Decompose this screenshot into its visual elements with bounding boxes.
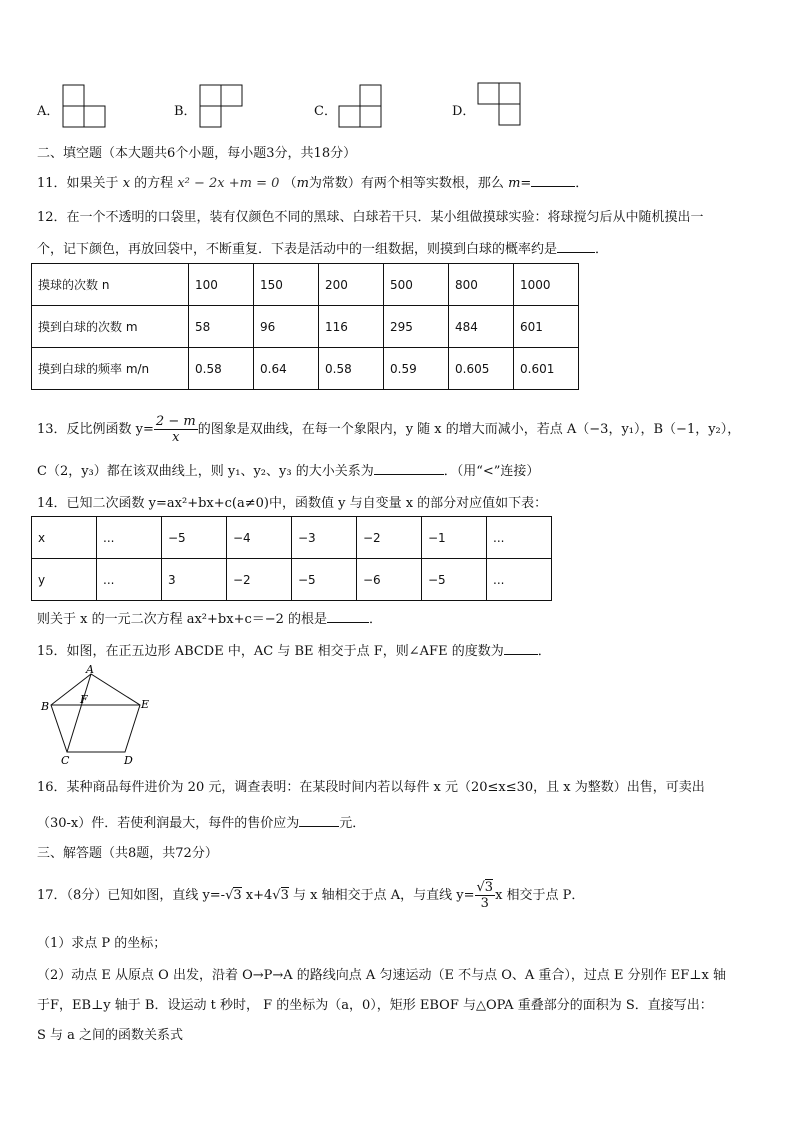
table-cell: ... [97, 517, 162, 559]
table-cell: −4 [227, 517, 292, 559]
question-17-sub2-line2: 于F，EB⊥y 轴于 B．设运动 t 秒时， F 的坐标为（a，0），矩形 EBOF 与△OPA 重叠部分的面积为 S．直接写出： [37, 998, 713, 1013]
option-d [452, 100, 475, 119]
section2-title: 二、填空题（本大题共6个小题，每小题3分，共18分） [37, 146, 357, 161]
table-cell: −2 [227, 559, 292, 601]
q15-text: 15．如图，在正五边形 ABCDE 中，AC 与 BE 相交于点 F，则∠AFE 的度数为 [37, 644, 504, 659]
table-cell: 0.601 [514, 348, 579, 390]
table-cell: 116 [319, 306, 384, 348]
table-cell: 0.58 [189, 348, 254, 390]
q11-equation: x² − 2x +m = 0 [177, 176, 280, 191]
table-cell: 0.64 [254, 348, 319, 390]
question-17-sub1: （1）求点 P 的坐标； [37, 936, 167, 951]
option-c-label: C． [314, 104, 337, 119]
q16-answer-blank [299, 814, 339, 827]
q12-table [31, 263, 579, 390]
label-a: A [86, 663, 94, 676]
table-cell: 1000 [514, 264, 579, 306]
q14-line2-end: ． [369, 612, 383, 627]
table-cell: 58 [189, 306, 254, 348]
label-d: D [124, 754, 133, 766]
table-row [32, 348, 579, 390]
q17-sqrt2: 3 [280, 888, 289, 903]
table-cell: 摸到白球的频率 m/n [32, 348, 189, 390]
q13-answer-blank [374, 462, 444, 475]
label-c: C [61, 754, 70, 766]
option-c [314, 100, 337, 119]
table-cell: 601 [514, 306, 579, 348]
table-cell: 0.58 [319, 348, 384, 390]
question-12-line2 [37, 238, 608, 257]
table-cell: y [32, 559, 97, 601]
q14-table [31, 516, 552, 601]
table-cell: 295 [384, 306, 449, 348]
table-cell: 0.605 [449, 348, 514, 390]
question-16-line1: 16．某种商品每件进价为 20 元，调查表明：在某段时间内若以每件 x 元（20≤x≤30，且 x 为整数）出售，可卖出 [37, 780, 705, 795]
table-row [32, 264, 579, 306]
table-cell: −5 [162, 517, 227, 559]
question-17-sub2-line1: （2）动点 E 从原点 O 出发，沿着 O→P→A 的路线向点 A 匀速运动（E 不与点 O、A 重合），过点 E 分别作 EF⊥x 轴 [37, 968, 726, 983]
q13-frac-num: 2 − m [155, 414, 196, 429]
question-15 [37, 640, 551, 659]
question-13-line2 [37, 460, 539, 479]
table-cell: ... [487, 559, 552, 601]
option-d-figure [477, 82, 521, 126]
sqrt-symbol: √ [272, 888, 281, 903]
question-11 [37, 172, 588, 191]
q17-frac-num-value: 3 [484, 880, 494, 895]
q17-frac-den: 3 [480, 896, 489, 911]
label-e: E [141, 698, 150, 711]
table-cell: 96 [254, 306, 319, 348]
q16-line2-start: （30-x）件．若使利润最大，每件的售价应为 [37, 816, 300, 831]
table-row [32, 517, 552, 559]
table-row [32, 559, 552, 601]
option-a [37, 100, 59, 119]
table-cell: 3 [162, 559, 227, 601]
q13-fraction [154, 414, 198, 445]
q13-line1-rest: 的图象是双曲线，在每一个象限内，y 随 x 的增大而减小，若点 A（−3，y₁），B（−1，y₂）， [197, 422, 741, 437]
label-b: B [41, 700, 50, 713]
table-cell: 200 [319, 264, 384, 306]
q17-p2: x+4 [241, 888, 273, 903]
pentagon-figure [36, 662, 156, 766]
table-cell: 100 [189, 264, 254, 306]
q17-frac-num: √3 [476, 880, 494, 895]
table-cell: x [32, 517, 97, 559]
q13-line2-end: ．（用“<”连接） [443, 464, 540, 479]
q11-var: x [122, 176, 131, 191]
option-c-figure [338, 84, 382, 128]
q15-answer-blank [504, 642, 538, 655]
question-17-line1 [37, 880, 584, 911]
q17-p4: x 相交于点 P． [495, 888, 585, 903]
table-row [32, 306, 579, 348]
option-d-label: D． [452, 104, 476, 119]
table-cell: −5 [422, 559, 487, 601]
table-cell: ... [487, 517, 552, 559]
q11-prefix: 11．如果关于 [37, 176, 119, 191]
question-14-line1: 14．已知二次函数 y=ax²+bx+c(a≠0)中，函数值 y 与自变量 x 的部分对应值如下表： [37, 496, 548, 511]
q13-line2-text: C（2，y₃）都在该双曲线上，则 y₁、y₂、y₃ 的大小关系为 [37, 464, 374, 479]
table-cell: 800 [449, 264, 514, 306]
q11-answer-blank [531, 174, 575, 187]
q17-sqrt1: 3 [233, 888, 242, 903]
question-16-line2 [37, 812, 365, 831]
label-f: F [80, 693, 88, 706]
q11-note-rest: 为常数）有两个相等实数根，那么 [308, 176, 504, 191]
option-b [174, 100, 197, 119]
q11-ask: m= [508, 176, 532, 191]
q12-answer-blank [557, 240, 595, 253]
q12-line2-text: 个，记下颜色，再放回袋中，不断重复．下表是活动中的一组数据，则摸到白球的概率约是 [37, 242, 558, 257]
q15-end: ． [537, 644, 551, 659]
table-cell: −5 [292, 559, 357, 601]
q17-p3: 与 x 轴相交于点 A，与直线 y= [288, 888, 475, 903]
option-b-figure [199, 84, 243, 128]
q14-line2-text: 则关于 x 的一元二次方程 ax²+bx+c＝−2 的根是 [37, 612, 328, 627]
q11-note-open: （ [283, 176, 297, 191]
question-12-line1: 12．在一个不透明的口袋里，装有仅颜色不同的黑球、白球若干只．某小组做摸球实验：将球搅匀后从中随机摸出一 [37, 210, 704, 225]
question-13-line1 [37, 414, 740, 445]
q17-p1: 17．（8分）已知如图，直线 y=- [37, 888, 226, 903]
q12-line2-end: ． [595, 242, 609, 257]
table-cell: 484 [449, 306, 514, 348]
table-cell: −6 [357, 559, 422, 601]
table-cell: −2 [357, 517, 422, 559]
q14-answer-blank [327, 610, 369, 623]
table-cell: 500 [384, 264, 449, 306]
question-14-line2 [37, 608, 382, 627]
table-cell: −3 [292, 517, 357, 559]
table-cell: −1 [422, 517, 487, 559]
question-17-sub2-line3: S 与 a 之间的函数关系式 [37, 1028, 184, 1043]
q13-prefix: 13．反比例函数 y= [37, 422, 154, 437]
q11-end: ． [575, 176, 589, 191]
q13-frac-den: x [172, 430, 180, 445]
q11-note-var: m [296, 176, 309, 191]
sqrt-symbol: √ [225, 888, 234, 903]
table-cell: ... [97, 559, 162, 601]
q16-line2-end: 元． [339, 816, 366, 831]
table-cell: 0.59 [384, 348, 449, 390]
q11-mid: 的方程 [134, 176, 174, 191]
table-cell: 摸球的次数 n [32, 264, 189, 306]
section3-title: 三、解答题（共8题，共72分） [37, 846, 218, 861]
q17-fraction [475, 880, 496, 911]
option-a-label: A． [37, 104, 60, 119]
table-cell: 摸到白球的次数 m [32, 306, 189, 348]
option-a-figure [62, 84, 106, 128]
table-cell: 150 [254, 264, 319, 306]
option-b-label: B． [174, 104, 197, 119]
